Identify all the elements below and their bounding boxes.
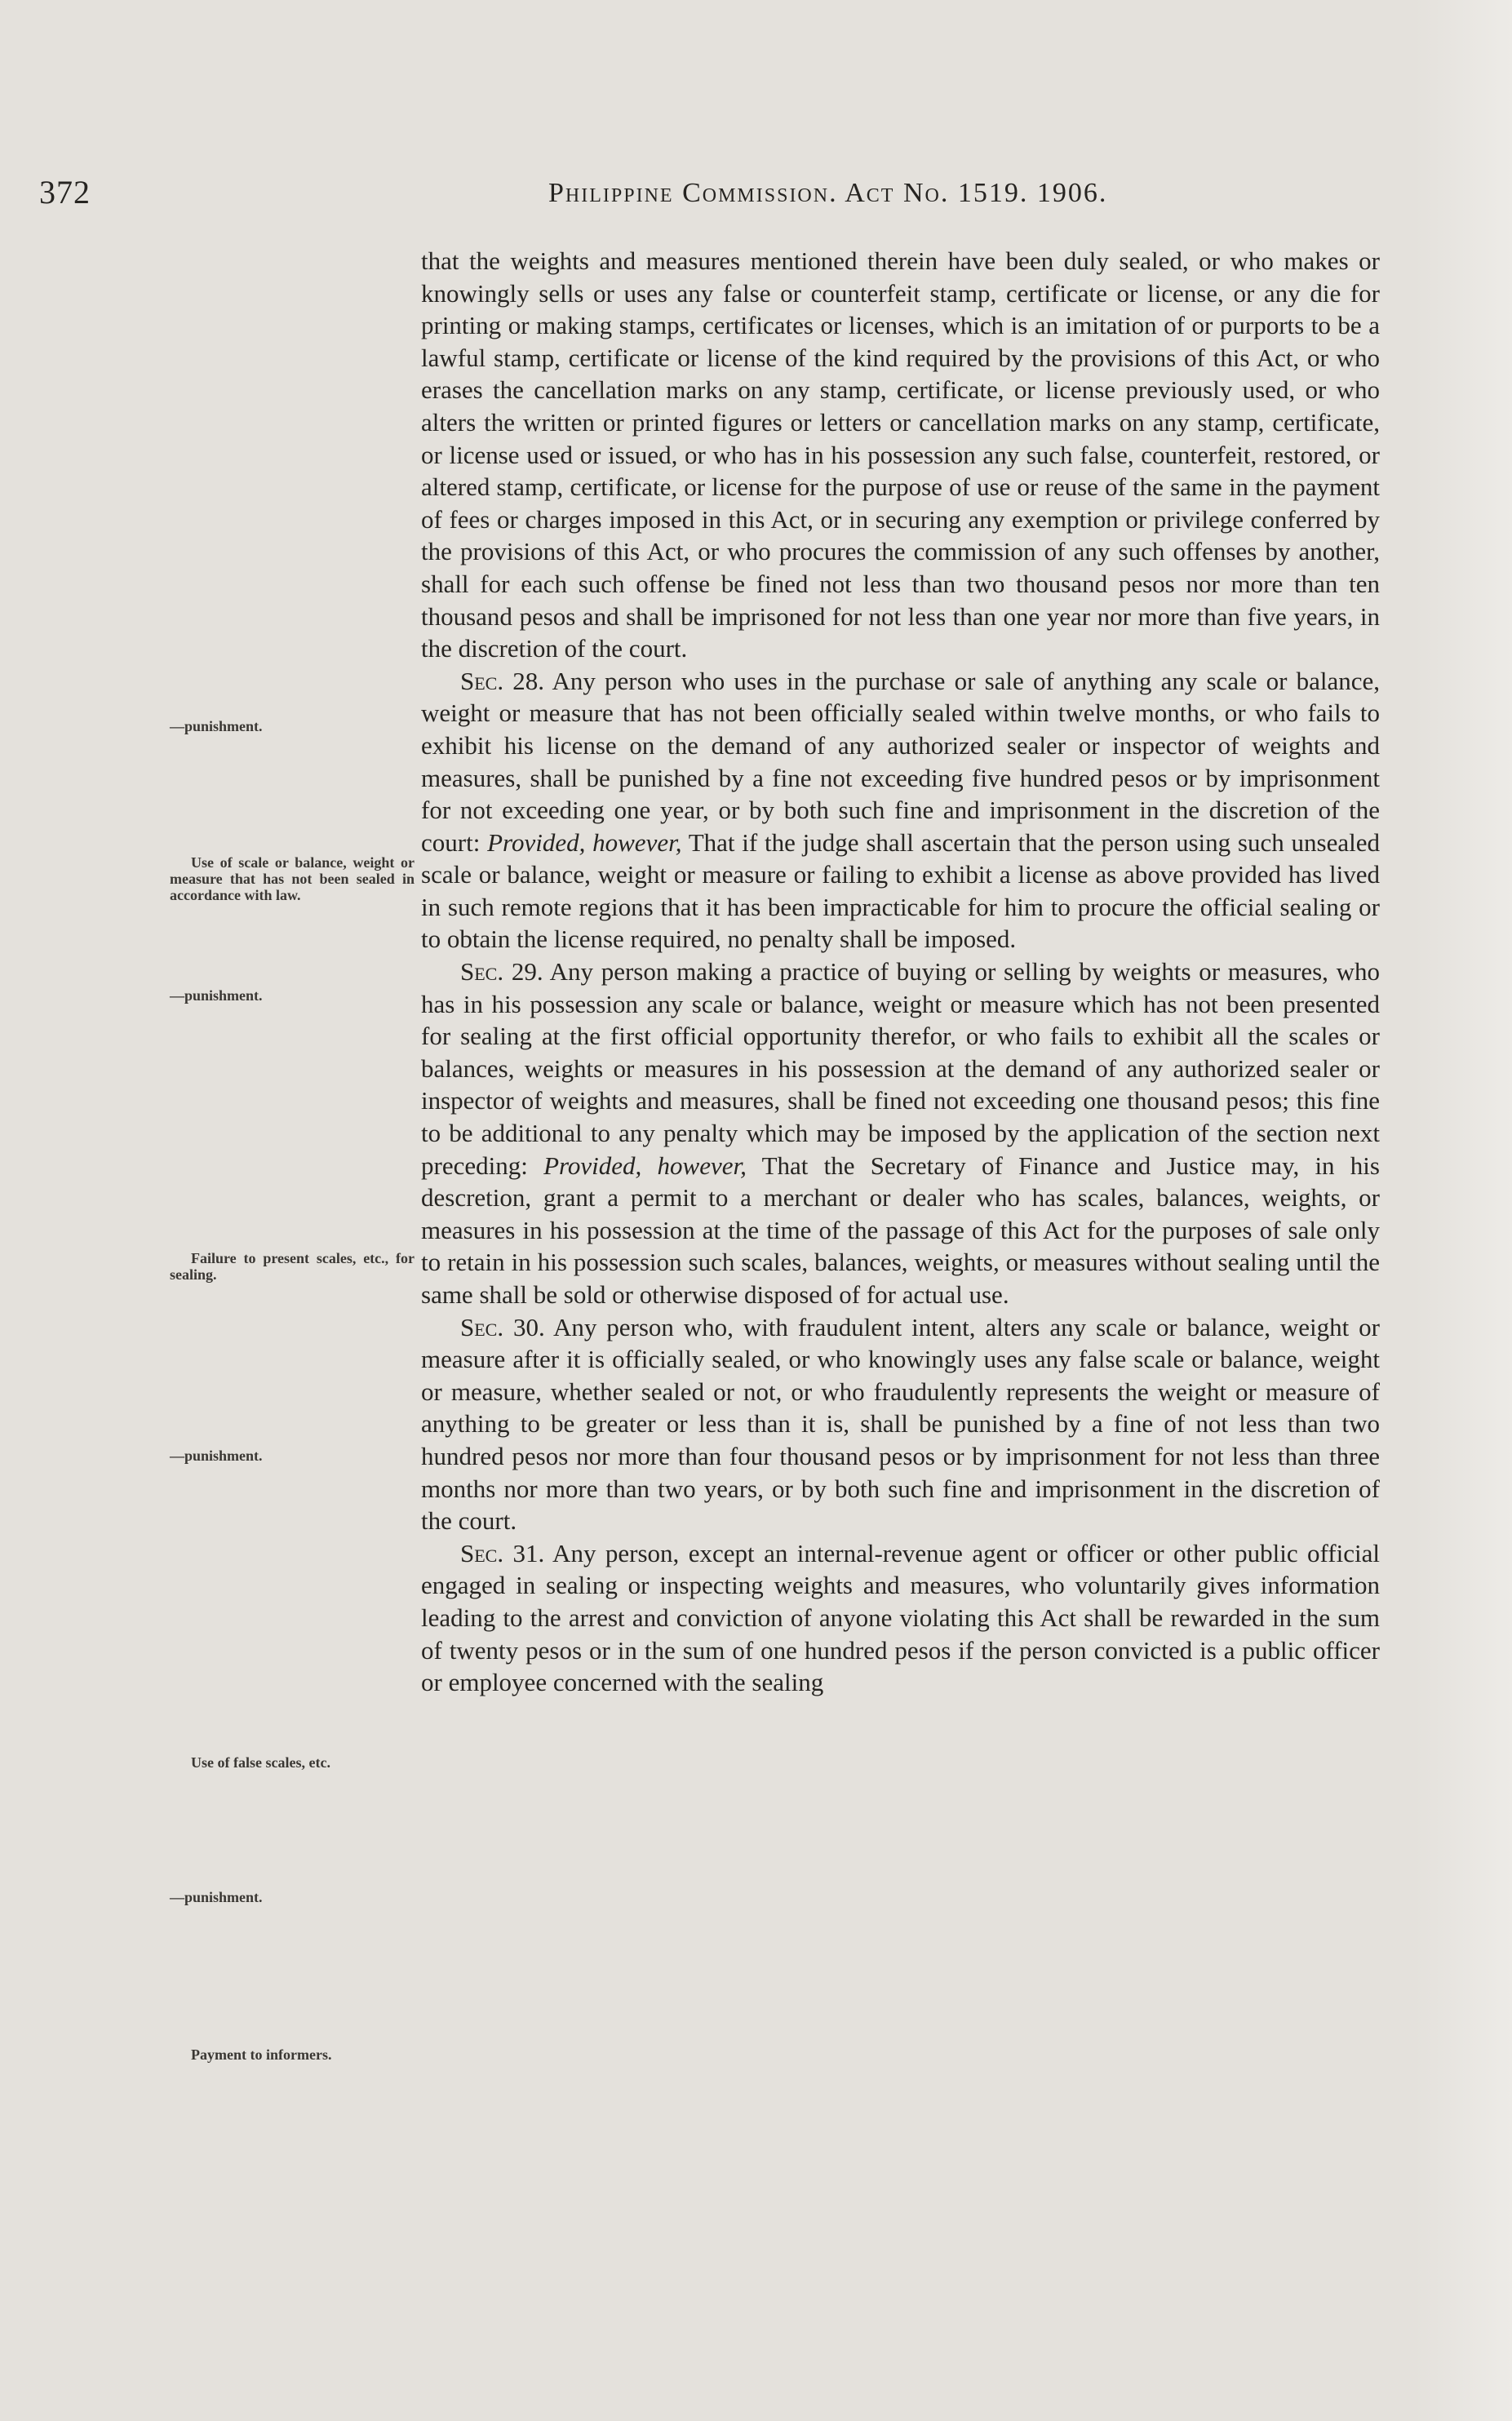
margin-note-unsealed-scale: Use of scale or balance, weight or measure that has not been sealed in accordance with law.	[170, 854, 415, 903]
page-edge-shade	[1414, 0, 1512, 2421]
margin-note-punishment-2: —punishment.	[170, 987, 263, 1004]
section-text-continued: That the Secretary of Finance and Justice may, in his descretion, grant a permit to a merchant or dealer who has scales, balances, weights, or measures in his possession at the time of the passage of this Act for the purposes of sale only to retain in his possession such scales, balances, weights, or measures without sealing until the same shall be sold or otherwise disposed of for actual use.	[421, 1151, 1380, 1309]
margin-note-failure-to-present: Failure to present scales, etc., for sealing.	[170, 1250, 415, 1283]
section-label: Sec. 29.	[460, 957, 543, 987]
section-text: Any person, except an internal-revenue agent or officer or other public official engaged in sealing or inspecting weights and measures, who voluntarily gives information leading to the arrest and conviction of anyone violating this Act shall be rewarded in the sum of twenty pesos or in the sum of one hundred pesos if the person convicted is a public officer or employee concerned with the sealing	[421, 1538, 1380, 1697]
section-label: Sec. 28.	[460, 666, 545, 695]
section-label: Sec. 30.	[460, 1312, 545, 1341]
section-text: Any person who uses in the purchase or sale of anything any scale or balance, weight or measure that has not been officially sealed within twelve months, or who fails to exhibit his license on the demand of any authorized sealer or inspector of weights and measures, shall be punished by a fine not exceeding five hundred pesos or by imprisonment for not exceeding one year, or by both such fine and imprisonment in the discretion of the court:	[421, 666, 1381, 857]
section-text: Any person who, with fraudulent intent, alters any scale or balance, weight or measure after it is officially sealed, or who knowingly uses any false scale or balance, weight or measure, whether sealed or not, or who fraudulently represents the weight or measure of anything to be greater or less than it is, shall be punished by a fine of not less than two hundred pesos nor more than four thousand pesos or by imprisonment for not less than three months nor more than two years, or by both such fine and imprisonment in the discretion of the court.	[421, 1312, 1381, 1536]
margin-note-punishment-4: —punishment.	[170, 1889, 263, 1905]
margin-note-informers: Payment to informers.	[191, 2046, 332, 2063]
paragraph-continuation	[421, 245, 1380, 665]
section-text-continued: That if the judge shall ascertain that the person using such unsealed scale or balance, weight or measure or failing to exhibit a license as above provided has lived in such remote regions that it has been impracticable for him to procure the official sealing or to obtain the license required, no penalty shall be imposed.	[421, 827, 1380, 954]
paragraph-text: that the weights and measures mentioned therein have been duly sealed, or who makes or knowingly sells or uses any false or counterfeit stamp, certificate or license, or any die for printing or making stamps, certificates or licenses, which is an imitation of or purports to be a lawful stamp, certificate or license of the kind required by the provisions of this Act, or who erases the cancellation marks on any stamp, certificate, or license previously used, or who alters the written or printed figures or letters or cancellation marks on any stamp, certificate, or license used or issued, or who has in his possession any such false, counterfeit, restored, or altered stamp, certificate, or license for the purpose of use or reuse of the same in the payment of fees or charges imposed in this Act, or in securing any exemption or privilege conferred by the provisions of this Act, or who procures the commission of any such offenses by another, shall for each such offense be fined not less than two thousand pesos nor more than ten thousand pesos and shall be imprisoned for not less than one year nor more than five years, in the discretion of the court.	[421, 246, 1380, 663]
section-label: Sec. 31.	[460, 1538, 545, 1567]
proviso: Provided, however,	[487, 827, 682, 857]
section-text: Any person making a practice of buying or selling by weights or measures, who has in his possession any scale or balance, weight or measure which has not been presented for sealing at the first official opportunity therefor, or who fails to exhibit all the scales or balances, weights or measures in his possession at the demand of any authorized sealer or inspector of weights and measures, shall be fined not exceeding one thousand pesos; this fine to be additional to any penalty which may be imposed by the application of the section next preceding:	[421, 957, 1380, 1180]
section-30	[421, 1311, 1380, 1537]
margin-note-punishment-1: —punishment.	[170, 718, 263, 734]
body-text	[421, 245, 1380, 2301]
proviso: Provided, however,	[543, 1151, 747, 1180]
running-head: Philippine Commission. Act No. 1519. 1906.	[548, 178, 1108, 208]
margin-note-false-scales: Use of false scales, etc.	[191, 1754, 330, 1771]
section-28	[421, 665, 1380, 956]
page-number: 372	[39, 174, 91, 211]
section-29	[421, 956, 1380, 1311]
margin-note-punishment-3: —punishment.	[170, 1448, 263, 1464]
section-31	[421, 1537, 1380, 1699]
